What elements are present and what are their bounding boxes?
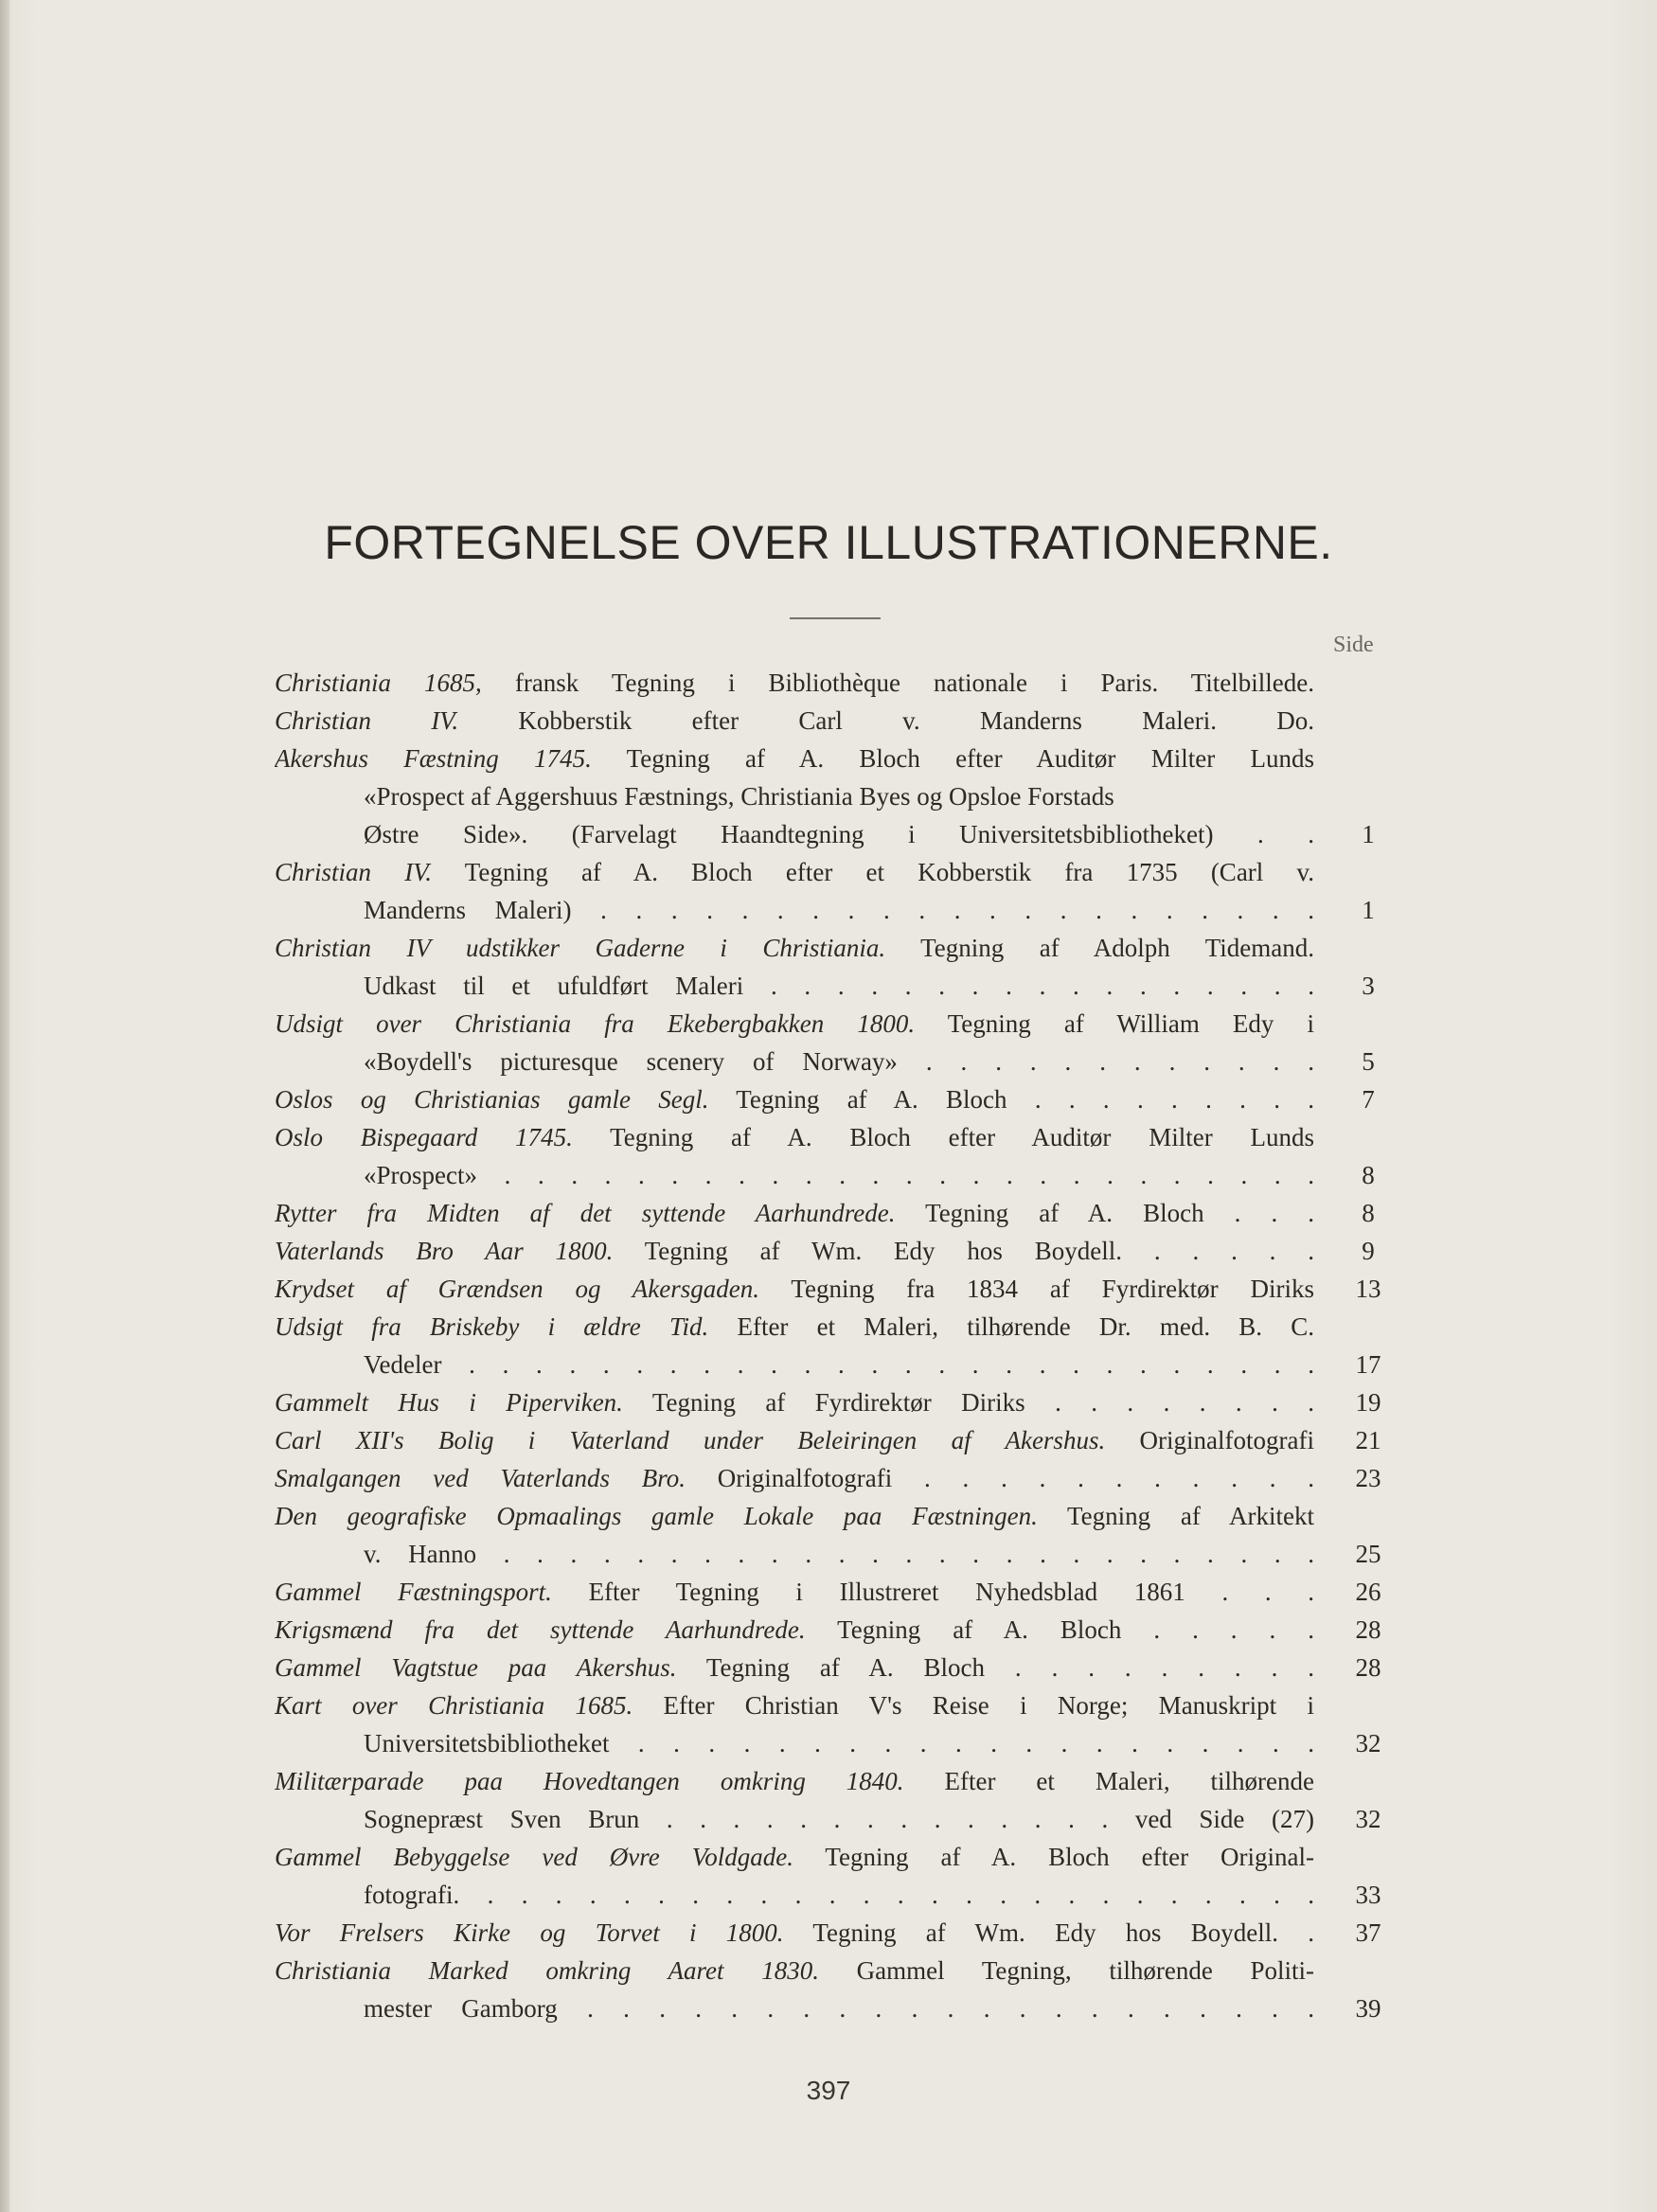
entry-text [275, 1649, 1314, 1686]
illustration-description: Efter et Maleri, tilhørende Dr. med. B. C. [708, 1312, 1314, 1341]
entry-text [275, 1573, 1314, 1611]
entry-text [364, 1724, 1314, 1762]
entry-page-number: 39 [1355, 1994, 1381, 2023]
illustration-description: Tegning af A. Bloch [805, 1615, 1122, 1644]
entry-page-number: 8 [1362, 1161, 1375, 1189]
list-item [275, 1346, 1401, 1383]
entry-text [275, 1270, 1314, 1308]
illustration-description: Tegning af A. Bloch [676, 1653, 985, 1682]
entry-text [364, 777, 1314, 815]
list-item [275, 702, 1401, 740]
list-item [275, 1308, 1401, 1346]
illustration-title: Oslo Bispegaard 1745. [275, 1123, 573, 1151]
illustration-description: Vedeler [364, 1350, 442, 1379]
entry-text [275, 1459, 1314, 1497]
entry-text [364, 891, 1314, 929]
entry-page-number [1335, 1762, 1401, 1800]
illustration-description: Originalfotografi [1105, 1426, 1314, 1454]
list-item [275, 1118, 1401, 1156]
illustration-description: Østre Side». (Farvelagt Haandtegning i Universitetsbibliotheket) [364, 820, 1214, 848]
illustration-title: Gammel Vagtstue paa Akershus. [275, 1653, 677, 1682]
entry-page-number [1335, 929, 1401, 967]
entry-page-number [1335, 777, 1401, 815]
list-item [275, 1952, 1401, 1989]
illustration-title: Smalgangen ved Vaterlands Bro. [275, 1464, 686, 1492]
list-item [275, 1232, 1401, 1270]
entry-text [364, 1800, 1314, 1838]
list-item [275, 740, 1401, 777]
entry-text [364, 1535, 1314, 1573]
entry-text [275, 1686, 1314, 1724]
list-item [275, 853, 1401, 891]
list-item [275, 1649, 1401, 1686]
entry-text [275, 1497, 1314, 1535]
illustration-description: Udkast til et ufuldført Maleri [364, 972, 744, 1000]
illustration-description: Universitetsbibliotheket [364, 1729, 610, 1757]
dot-leader: . . . . . . . . . . . . . . . . . . . . . . . . . [476, 1540, 1314, 1568]
dot-leader: . . [1213, 820, 1314, 848]
illustration-title: Gammel Fæstningsport. [275, 1578, 552, 1606]
list-item [275, 1043, 1401, 1080]
entry-page-number [1335, 1308, 1401, 1346]
list-item [275, 1005, 1401, 1043]
page-gutter-shadow [0, 0, 9, 2212]
list-item [275, 967, 1401, 1005]
entry-text [275, 702, 1314, 740]
dot-leader: . . . . . . . . . . . . . . . . . . . . . [557, 1994, 1314, 2023]
illustration-description: Tegning af Adolph Tidemand. [885, 934, 1314, 962]
entry-text [275, 1118, 1314, 1156]
illustration-description: «Prospect» [364, 1161, 477, 1189]
illustration-title: Oslos og Christianias gamle Segl. [275, 1085, 709, 1114]
illustration-description: Tegning af A. Bloch efter Auditør Milter Lunds [572, 1123, 1314, 1151]
illustration-description: Tegning af A. Bloch efter et Kobberstik fra 1735 (Carl v. [432, 858, 1314, 886]
entry-page-number: 8 [1362, 1199, 1375, 1227]
illustration-description: Tegning af A. Bloch efter Original- [793, 1843, 1314, 1871]
entry-page-number: 32 [1355, 1805, 1381, 1833]
dot-leader: . . . . . . . . . . . . . . [639, 1805, 1135, 1833]
illustration-description: Sognepræst Sven Brun [364, 1805, 640, 1833]
illustration-title: Carl XII's Bolig i Vaterland under Beleiringen af Akershus. [275, 1426, 1106, 1454]
list-item [275, 815, 1401, 853]
entry-page-number [1335, 1497, 1401, 1535]
illustration-description: Efter Christian V's Reise i Norge; Manuskript i [633, 1691, 1314, 1720]
illustration-list [275, 664, 1401, 2027]
side-column-label: Side [1333, 633, 1374, 657]
illustration-title: Krigsmænd fra det syttende Aarhundrede. [275, 1615, 806, 1644]
list-item [275, 1611, 1401, 1649]
illustration-description: Tegning af Arkitekt [1037, 1502, 1314, 1530]
list-item [275, 891, 1401, 929]
entry-text [275, 1914, 1314, 1952]
illustration-description: Tegning af A. Bloch efter Auditør Milter Lunds [591, 744, 1314, 773]
illustration-title: Udsigt over Christiania fra Ekebergbakken 1800. [275, 1009, 916, 1038]
list-item [275, 1762, 1401, 1800]
entry-page-number [1335, 1838, 1401, 1876]
list-item [275, 1876, 1401, 1914]
dot-leader: . . . . . . . . . . . . . . . . . [743, 972, 1314, 1000]
illustration-description: Tegning af William Edy i [915, 1009, 1314, 1038]
list-item [275, 1686, 1401, 1724]
entry-page-number: 23 [1355, 1464, 1381, 1492]
illustration-title: Gammelt Hus i Piperviken. [275, 1388, 623, 1417]
entry-page-number: 26 [1355, 1578, 1381, 1606]
entry-page-number: 37 [1355, 1918, 1381, 1947]
entry-text [364, 1876, 1314, 1914]
entry-page-number [1335, 853, 1401, 891]
entry-text [275, 1611, 1314, 1649]
entry-text [364, 1156, 1314, 1194]
list-item [275, 777, 1401, 815]
page-number: 397 [806, 2076, 851, 2105]
entry-page-number: 3 [1362, 972, 1375, 1000]
entry-page-number: 33 [1355, 1881, 1381, 1909]
illustration-title: Vaterlands Bro Aar 1800. [275, 1237, 614, 1265]
list-item [275, 1421, 1401, 1459]
dot-leader: . . . . . . . . . . . . [897, 1047, 1314, 1076]
illustration-description: v. Hanno [364, 1540, 477, 1568]
list-item [275, 1914, 1401, 1952]
entry-page-number [1335, 1118, 1401, 1156]
illustration-description: «Prospect af Aggershuus Fæstnings, Christiania Byes og Opsloe Forstads [364, 782, 1114, 811]
entry-page-number: 19 [1355, 1388, 1381, 1417]
illustration-title: Vor Frelsers Kirke og Torvet i 1800. [275, 1918, 784, 1947]
list-item [275, 1838, 1401, 1876]
dot-leader: . . . [1185, 1578, 1314, 1606]
illustration-title: Christian IV. [275, 706, 459, 735]
illustration-title: Udsigt fra Briskeby i ældre Tid. [275, 1312, 709, 1341]
illustration-description: Tegning af Wm. Edy hos Boydell [613, 1237, 1116, 1265]
entry-page-number [1335, 1952, 1401, 1989]
entry-text [275, 1308, 1314, 1346]
entry-text [364, 1346, 1314, 1383]
dot-leader: . . [1272, 1918, 1314, 1947]
entry-text [275, 853, 1314, 891]
list-item [275, 1156, 1401, 1194]
list-item [275, 1800, 1401, 1838]
entry-text [275, 664, 1314, 702]
dot-leader: . . . . . . . . . . . . . . . . . . . . [609, 1729, 1314, 1757]
list-item [275, 1194, 1401, 1232]
illustration-title: Rytter fra Midten af det syttende Aarhundrede. [275, 1199, 896, 1227]
illustration-title: Christian IV udstikker Gaderne i Christiania. [275, 934, 886, 962]
dot-leader: . . . [1203, 1199, 1314, 1227]
entry-text [275, 1005, 1314, 1043]
illustration-title: Christian IV. [275, 858, 432, 886]
list-item [275, 1383, 1401, 1421]
entry-page-number [1335, 664, 1401, 702]
illustration-description: Manderns Maleri) [364, 896, 572, 924]
entry-text [364, 815, 1314, 853]
illustration-description: Tegning af A. Bloch [895, 1199, 1204, 1227]
illustration-title: Den geografiske Opmaalings gamle Lokale paa Fæstningen. [275, 1502, 1038, 1530]
entry-page-number: 28 [1355, 1653, 1381, 1682]
illustration-description: fransk Tegning i Bibliothèque nationale i Paris. Titelbillede. [481, 669, 1314, 697]
entry-text [364, 1043, 1314, 1080]
illustration-title: Gammel Bebyggelse ved Øvre Voldgade. [275, 1843, 793, 1871]
entry-text [275, 740, 1314, 777]
illustration-title: Kart over Christiania 1685. [275, 1691, 633, 1720]
entry-text [275, 1952, 1314, 1989]
illustration-title: Militærparade paa Hovedtangen omkring 1840. [275, 1767, 904, 1795]
entry-text [364, 1989, 1314, 2027]
illustration-title: Akershus Fæstning 1745. [275, 744, 592, 773]
list-item [275, 1080, 1401, 1118]
dot-leader: . . . . . . . . . . . . . . . . . . . . . . . . . . [441, 1350, 1314, 1379]
list-item [275, 1573, 1401, 1611]
list-item [275, 1989, 1401, 2027]
entry-text [275, 1383, 1314, 1421]
illustration-description: «Boydell's picturesque scenery of Norway» [364, 1047, 898, 1076]
title-divider [790, 617, 881, 619]
entry-page-number: 5 [1362, 1047, 1375, 1076]
illustration-description: Tegning af Fyrdirektør Diriks [622, 1388, 1025, 1417]
entry-text [364, 967, 1314, 1005]
dot-leader: . . . . . . . . . . . . . . . . . . . . . . . . . [476, 1161, 1314, 1189]
list-item [275, 1270, 1401, 1308]
dot-leader: . . . . . [1121, 1615, 1314, 1644]
entry-page-number [1335, 740, 1401, 777]
illustration-description: Gammel Tegning, tilhørende Politi- [818, 1956, 1314, 1985]
illustration-description: Efter et Maleri, tilhørende [903, 1767, 1314, 1795]
entry-text [275, 1838, 1314, 1876]
entry-text [275, 1080, 1314, 1118]
entry-page-number: 7 [1362, 1085, 1375, 1114]
entry-page-number: 9 [1362, 1237, 1375, 1265]
list-item [275, 1497, 1401, 1535]
illustration-title: Krydset af Grændsen og Akersgaden. [275, 1275, 760, 1303]
illustration-description: Efter Tegning i Illustreret Nyhedsblad 1861 [551, 1578, 1185, 1606]
entry-page-number: 21 [1355, 1426, 1381, 1454]
list-item [275, 1724, 1401, 1762]
dot-leader: . . . . . . . . . . . . . . . . . . . . . . . . . . [453, 1881, 1314, 1909]
entry-text [275, 929, 1314, 967]
entry-text [275, 1194, 1314, 1232]
list-item [275, 1535, 1401, 1573]
entry-page-number [1335, 1005, 1401, 1043]
entry-page-number [1335, 1686, 1401, 1724]
entry-page-number: 17 [1355, 1350, 1381, 1379]
illustration-title: Christiania 1685, [275, 669, 482, 697]
entry-page-number: 1 [1362, 820, 1375, 848]
entry-text [275, 1421, 1314, 1459]
entry-page-number: 13 [1355, 1275, 1381, 1303]
list-item [275, 929, 1401, 967]
dot-leader: . . . . . . . . . [985, 1653, 1314, 1682]
dot-leader: . . . . . . . . . [1007, 1085, 1314, 1114]
entry-page-number: 28 [1355, 1615, 1381, 1644]
entry-page-number: 25 [1355, 1540, 1381, 1568]
list-item [275, 664, 1401, 702]
illustration-description: Originalfotografi [686, 1464, 893, 1492]
illustration-description: Tegning af Wm. Edy hos Boydell [783, 1918, 1273, 1947]
entry-page-number: 32 [1355, 1729, 1381, 1757]
illustration-description: mester Gamborg [364, 1994, 558, 2023]
illustration-title: Christiania Marked omkring Aaret 1830. [275, 1956, 819, 1985]
dot-leader: . . . . . . . . [1024, 1388, 1314, 1417]
list-item [275, 1459, 1401, 1497]
entry-text [275, 1762, 1314, 1800]
entry-page-number: 1 [1362, 896, 1375, 924]
illustration-description: Kobberstik efter Carl v. Manderns Maleri. [458, 706, 1217, 735]
illustration-description: fotografi [364, 1881, 454, 1909]
dot-leader: . . . . . . [1115, 1237, 1314, 1265]
entry-page-number [1335, 702, 1401, 740]
dot-leader: . . . . . . . . . . . . . . . . . . . . . [571, 896, 1314, 924]
dot-leader: . . . . . . . . . . . [892, 1464, 1314, 1492]
entry-text [275, 1232, 1314, 1270]
illustration-description: Tegning af A. Bloch [708, 1085, 1007, 1114]
extra-reference: ved Side (27) [1134, 1805, 1314, 1833]
illustration-description: Tegning fra 1834 af Fyrdirektør Diriks [759, 1275, 1314, 1303]
page-title: FORTEGNELSE OVER ILLUSTRATIONERNE. [324, 516, 1333, 569]
extra-reference: Do. [1276, 706, 1314, 735]
